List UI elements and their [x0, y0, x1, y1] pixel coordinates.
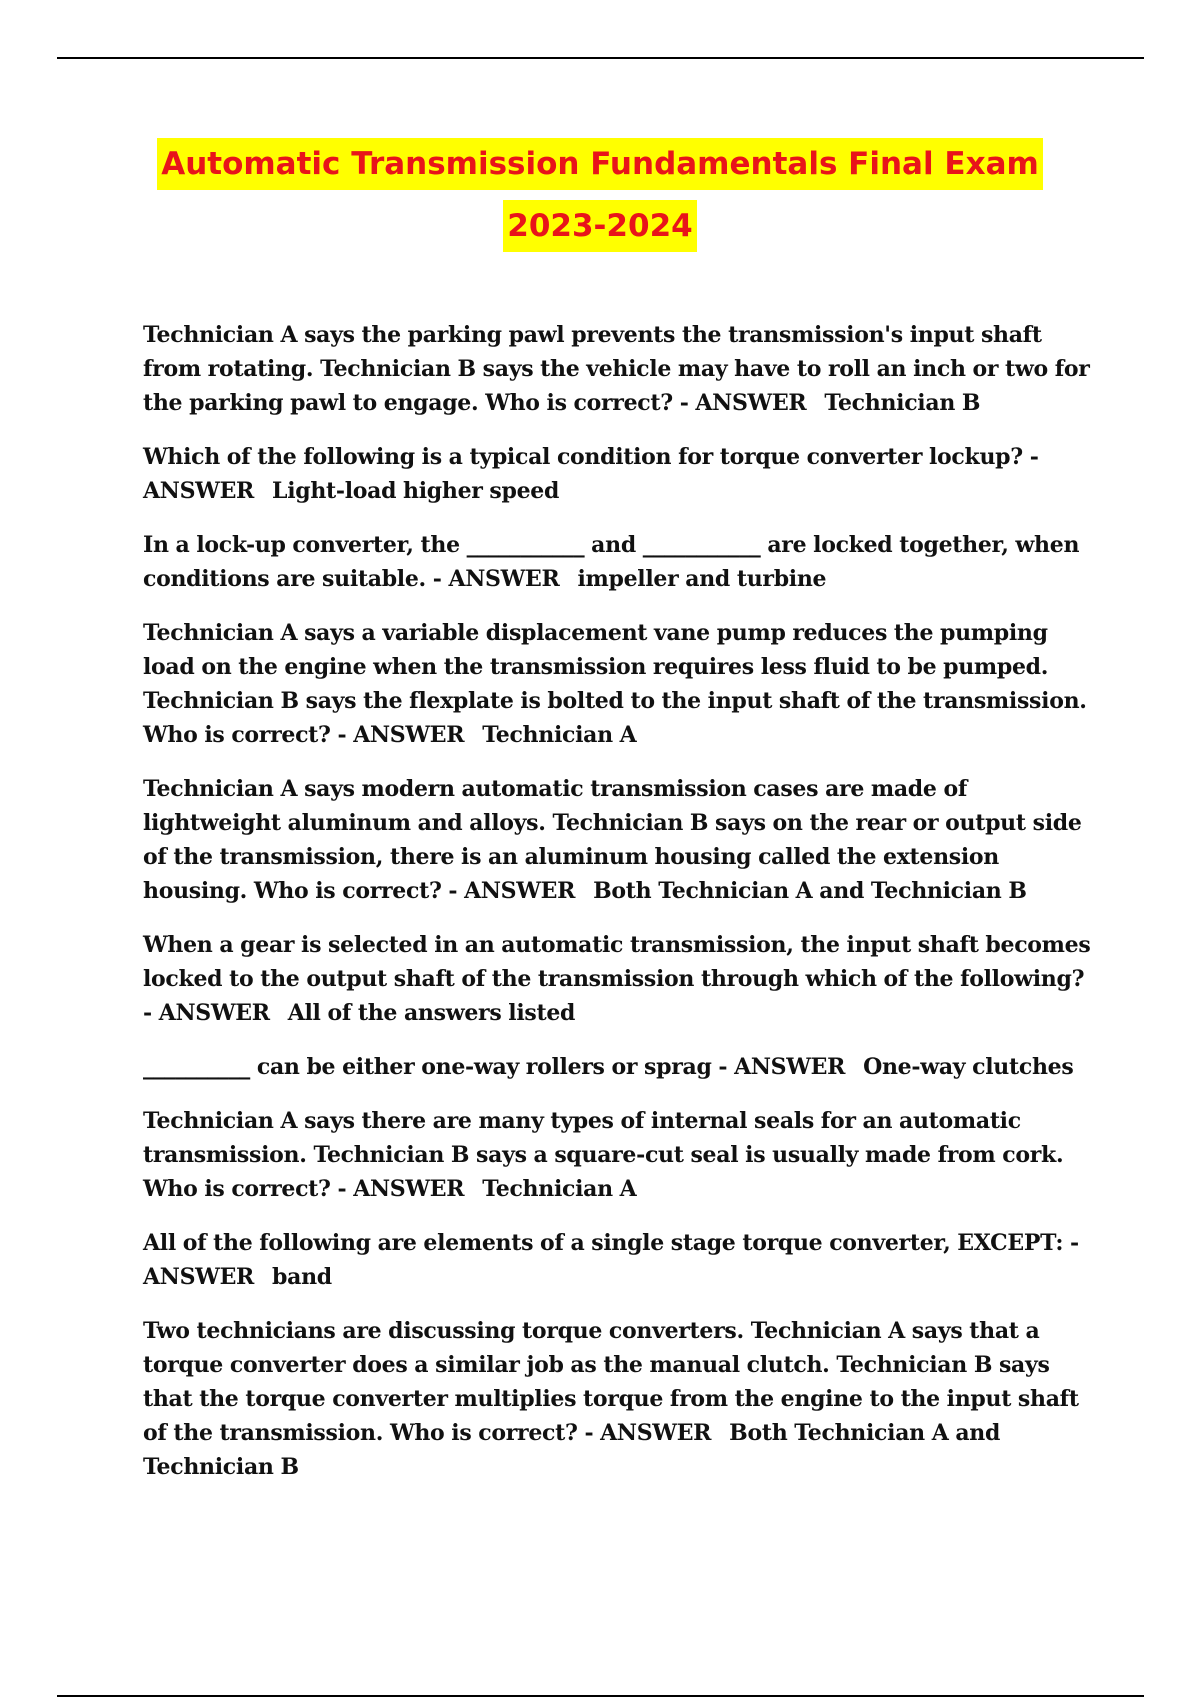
answer-text: One-way clutches	[863, 1054, 1074, 1080]
question-text: Two technicians are discussing torque converters. Technician A says that a torque converter does a similar job as the manual clutch. Technician B says that the torque converter multiplies torque from the engine to the input shaft of the transmission. Who is correct?	[143, 1318, 1079, 1446]
answer-marker: - ANSWER	[337, 722, 465, 748]
answer-text: Technician B	[824, 390, 981, 416]
question-text: In a lock-up converter, the ___________ and ___________ are locked together, when conditions are suitable.	[143, 532, 1080, 592]
answer-text: Both Technician A and Technician B	[143, 1420, 1001, 1480]
qa-item	[143, 772, 1093, 908]
answer-marker: - ANSWER	[718, 1054, 846, 1080]
title-line-1: Automatic Transmission Fundamentals Final Exam	[157, 138, 1043, 190]
question-text: Technician A says the parking pawl prevents the transmission's input shaft from rotating. Technician B says the vehicle may have to roll an inch or two for the parking pawl to engage. Who is correct?	[143, 322, 1090, 416]
qa-item	[143, 1314, 1093, 1484]
answer-marker: - ANSWER	[679, 390, 807, 416]
qa-item	[143, 1226, 1093, 1294]
answer-marker: - ANSWER	[143, 1000, 270, 1026]
qa-item	[143, 616, 1093, 752]
answer-marker: - ANSWER	[432, 566, 560, 592]
qa-item	[143, 1050, 1093, 1084]
title-line-2: 2023-2024	[503, 200, 696, 252]
answer-text: All of the answers listed	[287, 1000, 576, 1026]
top-divider	[57, 57, 1144, 59]
qa-list	[143, 318, 1093, 1504]
answer-marker: - ANSWER	[337, 1176, 465, 1202]
answer-marker: - ANSWER	[584, 1420, 712, 1446]
answer-text: Technician A	[482, 722, 637, 748]
answer-marker: - ANSWER	[143, 444, 1039, 504]
answer-text: Light-load higher speed	[272, 478, 560, 504]
answer-text: Technician A	[482, 1176, 637, 1202]
answer-text: band	[272, 1264, 332, 1290]
question-text: Technician A says a variable displacement vane pump reduces the pumping load on the engine when the transmission requires less fluid to be pumped. Technician B says the flexplate is bolted to the input shaft of the transmission. Who is correct?	[143, 620, 1087, 748]
document-title	[60, 138, 1140, 262]
question-text: Which of the following is a typical condition for torque converter lockup?	[143, 444, 1023, 470]
answer-text: impeller and turbine	[577, 566, 827, 592]
question-text: When a gear is selected in an automatic transmission, the input shaft becomes locked to the output shaft of the transmission through which of the following?	[143, 932, 1091, 992]
question-text: __________ can be either one-way rollers or sprag	[143, 1054, 712, 1080]
question-text: All of the following are elements of a single stage torque converter, EXCEPT:	[143, 1230, 1064, 1256]
bottom-divider	[57, 1695, 1144, 1697]
answer-marker: - ANSWER	[448, 878, 576, 904]
qa-item	[143, 528, 1093, 596]
qa-item	[143, 1104, 1093, 1206]
answer-marker: - ANSWER	[143, 1230, 1079, 1290]
question-text: Technician A says modern automatic transmission cases are made of lightweight aluminum and alloys. Technician B says on the rear or output side of the transmission, there is an aluminum housing called the extension housing. Who is correct?	[143, 776, 1082, 904]
qa-item	[143, 440, 1093, 508]
answer-text: Both Technician A and Technician B	[593, 878, 1027, 904]
question-text: Technician A says there are many types of internal seals for an automatic transmission. Technician B says a square-cut seal is usually made from cork. Who is correct?	[143, 1108, 1064, 1202]
qa-item	[143, 318, 1093, 420]
qa-item	[143, 928, 1093, 1030]
